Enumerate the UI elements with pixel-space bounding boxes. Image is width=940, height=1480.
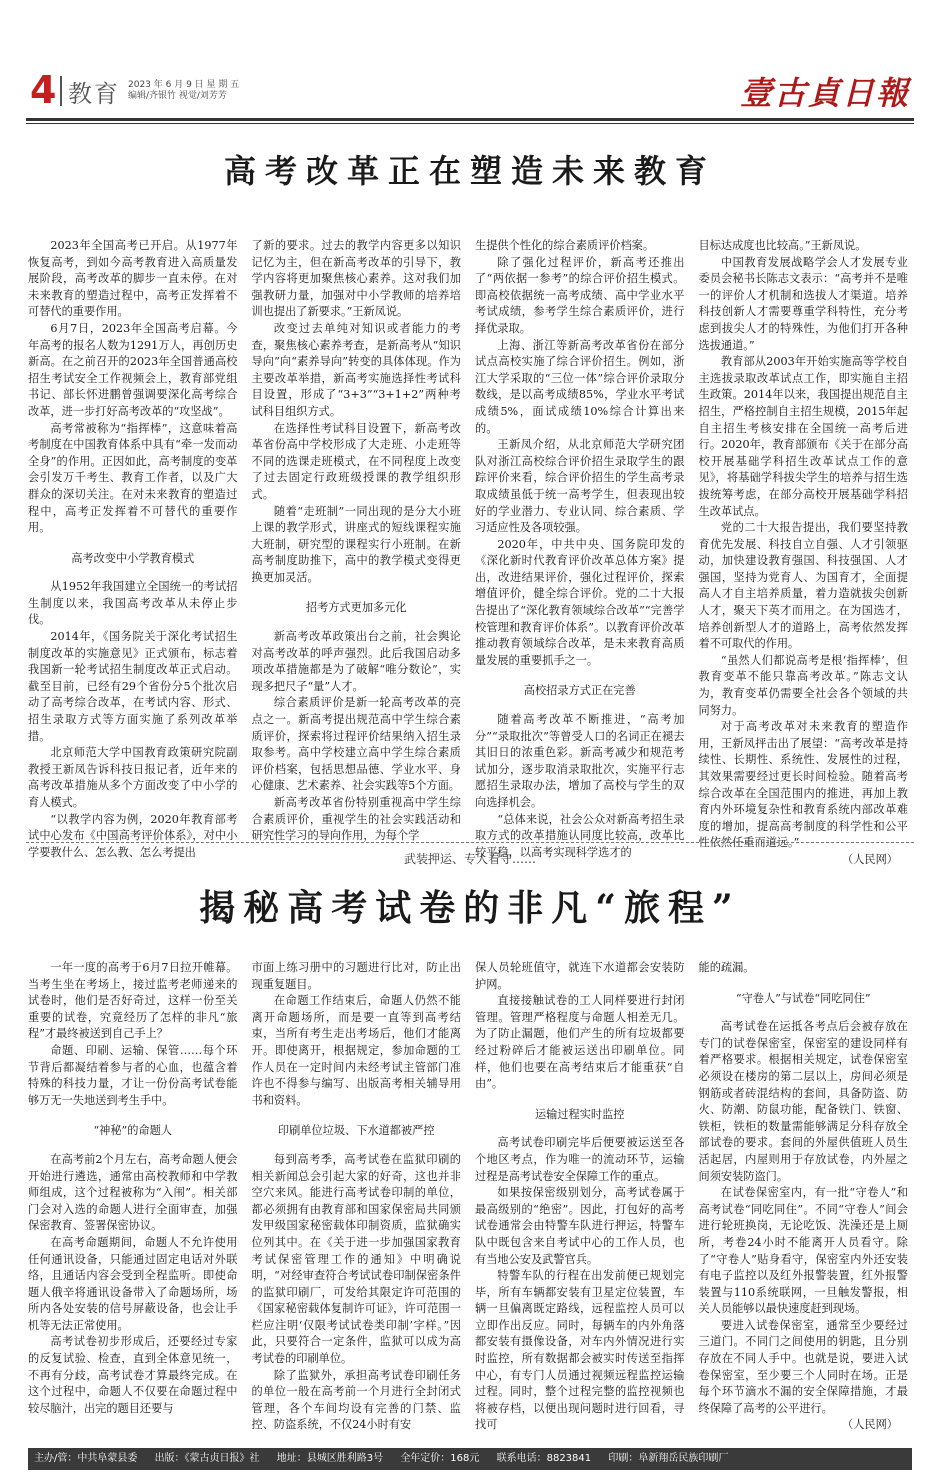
subheading: 招考方式更加多元化 [305,601,407,615]
paragraph: 新高考改革省份特别重视高中学生综合素质评价，重视学生的社会实践活动和研究性学习的导向作用，为每个学 [251,796,461,843]
paragraph: 除了强化过程评价，新高考还推出了“两依据一参考”的综合评价招生模式。即高校依据统一高考成绩、高中学业水平考试成绩，参考学生综合素质评价，进行择优录取。 [475,255,685,335]
subheading: 运输过程实时监控 [534,1107,625,1121]
footer-sponsor: 主办/管：中共阜蒙县委 [34,1453,138,1464]
paragraph: 特警车队的行程在出发前便已规划完毕，所有车辆都安装有卫星定位装置，车辆一旦偏离既定路线，远程监控人员可以立即作出反应。同时，每辆车的内外角落都安装有摄像设备，对车内外情况进行实时监控，所有数据都会被实时传送至指挥中心，有专门人员通过视频远程监控运输过程。同时，整个过程完整的监控视频也将被存档，以便出现问题时进行回看，寻找可 [475,1269,685,1432]
paragraph: 高考试卷印刷完毕后便要被运送至各个地区考点，作为唯一的流动环节，运输过程是高考试卷安全保障工作的重点。 [475,1136,685,1183]
article-column [28,960,238,1420]
article2-kicker: 武装押运、专人看守…… [403,852,536,866]
footer-price: 全年定价：168元 [400,1453,480,1464]
paragraph: 了新的要求。过去的教学内容更多以知识记忆为主，但在新高考改革的引导下，教学内容将更加聚焦核心素养。这对我们加强教研力量，加强对中小学教师的培养培训也提出了新要求。”王新凤说。 [251,239,461,319]
paragraph: 直接接触试卷的工人同样要进行封闭管理。管理严格程度与命题人相差无几。为了防止漏题，他们产生的所有垃圾都要经过粉碎后才能被运送出印刷单位。同样，他们也要在高考结束后才能重获“自由”。 [475,994,685,1091]
paragraph: 高考常被称为“指挥棒”，这意味着高考制度在中国教育体系中具有“牵一发而动全身”的作用。正因如此，高考制度的变革会引发万千考生、教育工作者，以及广大群众的深切关注。在对未来教育的塑造过程中，高考正发挥着不可替代的重要作用。 [28,421,238,535]
article-column [475,238,685,859]
article2-body [28,960,908,1432]
paragraph: 王新凤介绍，从北京师范大学研究团队对浙江高校综合评价招生录取学生的跟踪评价来看，综合评价招生的学生高考录取成绩虽低于统一高考学生，但表现出较好的学业潜力、专业认同、综合素质、学习适应性及各项较强。 [475,438,685,535]
subheading: “神秘”的命题人 [93,1124,173,1138]
masthead-divider [60,76,62,106]
footer-printer: 印刷：阜新翔岳民族印刷厂 [608,1453,729,1464]
article-source: （人民网） [842,852,898,866]
article-column [475,960,685,1432]
paragraph: 在选择性考试科目设置下，新高考改革省份高中学校形成了大走班、小走班等不同的选课走班模式，在不同程度上改变了过去固定行政班级授课的教学组织形式。 [251,421,461,501]
paragraph: 对于高考改革对未来教育的塑造作用，王新凤抨击出了展望：“高考改革是持续性、长期性、系统性、发展性的过程，其效果需要经过更长时间检验。随着高考综合改革在全国范围内的推进，再加上教育内外环境复杂性和教育系统内部改革难度的增加，提高高考制度的科学性和公平性依然任重而道远。” [698,720,908,850]
paragraph: “以教学内容为例，2020年教育部考试中心发布《中国高考评价体系》，对中小学要教什么、怎么教、怎么考提出 [28,812,238,859]
paragraph: 在高考前2个月左右，高考命题人便会开始进行遴选，通常由高校教师和中学教师组成，这个过程被称为“入闱”。相关部门会对入选的命题人进行全面审查，加强保密教育、签署保密协议。 [28,1152,238,1233]
paragraph: 市面上练习册中的习题进行比对，防止出现重复题目。 [251,961,461,991]
footer-address: 地址：县城区胜利路3号 [276,1453,384,1464]
newspaper-logo: 壹古貞日報 [739,74,910,112]
paragraph: 2023年全国高考已开启。从1977年恢复高考，到如今高考教育进入高质量发展阶段，高考改革的脚步一直未停。在对未来教育的塑造过程中，高考正发挥着不可替代的重要作用。 [28,239,238,319]
paragraph: “总体来说，社会公众对新高考招生录取方式的改革措施认同度比较高，改革比较平稳，以高考实现科学选才的 [475,812,685,859]
paragraph: 保人员轮班值守，就连下水道都会安装防护网。 [475,961,685,991]
paragraph: 在命题工作结束后，命题人仍然不能离开命题场所，而是要一直等到高考结束，当所有考生走出考场后，他们才能离开。即使离开，根据规定，参加命题的工作人员在一定时间内未经考试主管部门准许也不得参与编写、出版高考相关辅导用书和资料。 [251,994,461,1107]
paragraph: 新高考改革政策出台之前，社会舆论对高考改革的呼声强烈。此后我国启动多项改革措施都是为了破解“唯分数论”，实现多把尺子“量”人才。 [251,630,461,693]
masthead [26,66,914,116]
paragraph: 党的二十大报告提出，我们要坚持教育优先发展、科技自立自强、人才引领驱动，加快建设教育强国、科技强国、人才强国，坚持为党育人、为国育才，全面提高人才自主培养质量，着力造就拔尖创新人才，聚天下英才而用之。在为国选才，培养创新型人才的道路上，高考依然发挥着不可取代的作用。 [698,521,908,651]
paragraph: 在高考命题期间，命题人不允许使用任何通讯设备，只能通过固定电话对外联络，且通话内容会受到全程监听。即使命题人俄辛将通讯设备带入了命题场所，场所内各处安装的信号屏蔽设备，也会让手机等无法正常使用。 [28,1235,238,1332]
subheading: “守卷人”与试卷“同吃同住” [735,991,871,1005]
article-column [28,238,238,859]
paragraph: 2020年，中共中央、国务院印发的《深化新时代教育评价改革总体方案》提出，改进结果评价，强化过程评价，探索增值评价，健全综合评价。党的二十大报告提出了“深化教育领域综合改革”“完善学校管理和教育评价体系”。以教育评价改革推动教育领域综合改革，是未来教育高质量发展的重要抓手之一。 [475,537,685,667]
article2-headline: 揭秘高考试卷的非凡“旅程” [199,887,741,929]
subheading: 高校招录方式正在完善 [523,684,636,698]
paragraph: “虽然人们都说高考是根‘指挥棒’，但教育变革不能只靠高考改革。”陈志文认为，教育变革仍需要全社会各个领域的共同努力。 [698,653,908,717]
subheading: 印刷单位垃圾、下水道都被严控 [277,1124,435,1138]
paragraph: 改变过去单纯对知识或者能力的考查，聚焦核心素养考查，是新高考从“知识导向”向“素养导向”转变的具体体现。作为主要改革举措，新高考实施选择性考试科目设置，形成了“3+3”“3+1+2”两种考试科目组织方式。 [251,321,461,418]
article-column [698,960,909,1432]
paragraph: 教育部从2003年开始实施高等学校自主选拔录取改革试点工作，即实施自主招生政策。2014年以来，我国提出规范自主招生，严格控制自主招生规模，2015年起自主招生考核安排在全国统一高考后进行。2020年，教育部颁布《关于在部分高校开展基础学科招生改革试点工作的意见》，将基础学科拔尖学生的培养与招生选拔统筹考虑，在部分高校开展基础学科招生改革试点。 [698,355,908,518]
paragraph: 一年一度的高考于6月7日拉开帷幕。当考生坐在考场上，接过监考老师递来的试卷时，他们是否好奇过，这样一份至关重要的试卷，究竟经历了怎样的非凡“旅程”才最终被送到自己手上？ [28,961,238,1041]
article-column [251,238,462,843]
subheading: 高考改变中小学教育模式 [71,551,195,565]
paragraph: 2014年，《国务院关于深化考试招生制度改革的实施意见》正式颁布，标志着我国新一轮考试招生制度改革正式启动。截至目前，已经有29个省份分5个批次启动了高考综合改革，在考试内容、形式、招生录取方式等方面实施了系列改革举措。 [28,630,238,743]
masthead-rule [26,118,914,121]
paragraph: 上海、浙江等新高考改革省份在部分试点高校实施了综合评价招生。例如，浙江大学采取的“三位一体”综合评价录取分数线，是以高考成绩85%，学业水平考试成绩5%，面试成绩10%综合计算出来的。 [475,338,685,435]
paragraph: 命题、印刷、运输、保管……每个环节背后都凝结着参与者的心血，也蕴含着特殊的科技力量，才让一份份高考试卷能够万无一失地送到考生手中。 [28,1043,238,1107]
article-divider [26,842,914,843]
footer-phone: 联系电话：8823841 [496,1453,592,1464]
paragraph: 北京师范大学中国教育政策研究院副教授王新凤告诉科技日报记者，近年来的高考改革措施从多个方面改变了中小学的育人模式。 [28,746,238,809]
section-name: 教育 [68,80,120,108]
paragraph: 中国教育发展战略学会人才发展专业委员会秘书长陈志文表示：“高考并不是唯一的评价人才机制和选拔人才渠道。培养科技创新人才需要尊重学科特性，充分考虑到拔尖人才的特殊性，为他们打开各种选拔通道。” [698,255,908,352]
paragraph: 6月7日，2023年全国高考启幕。今年高考的报名人数为1291万人，再创历史新高。在之前召开的2023年全国普通高校招生考试安全工作视频会上，教育部党组书记、部长怀进鹏曾强调要深化高考综合改革，进一步打好高考改革的“攻坚战”。 [28,321,238,418]
paragraph: 从1952年我国建立全国统一的考试招生制度以来，我国高考改革从未停止步伐。 [28,580,238,627]
paragraph: 综合素质评价是新一轮高考改革的亮点之一。新高考提出规范高中学生综合素质评价，探索将过程评价结果纳入招生录取参考。高中学校建立高中学生综合素质评价档案，包括思想品德、学业水平、身心健康、艺术素养、社会实践等5个方面。 [251,696,461,793]
issue-date: 2023 年 6 月 9 日 星 期 五 [128,80,240,90]
editors-line: 编辑/齐银竹 视觉/刘芳芳 [128,91,227,101]
paragraph: 高考试卷在运抵各考点后会被存放在专门的试卷保密室，保密室的建设同样有着严格要求。根据相关规定，试卷保密室必须设在楼房的第二层以上，房间必须是钢筋或者砖混结构的套间，具备防盗、防火、防潮、防鼠功能，配备铁门、铁窗、铁柜，铁柜的数量需能够满足分科存放全部试卷的要求。套间的外屋供值班人员生活起居，内屋则用于存放试卷，内外屋之间须安装防盗门。 [698,1020,908,1183]
paragraph: 除了监狱外，承担高考试卷印刷任务的单位一般在高考前一个月进行全封闭式管理，各个车间均设有完善的门禁、监控、防盗系统，不仅24小时有安 [251,1368,461,1432]
page-number: 4 [30,68,57,112]
footer-bar [28,1448,912,1470]
paragraph: 每到高考季，高考试卷在监狱印刷的相关新闻总会引起大家的好奇，这也并非空穴来风。能进行高考试卷印制的单位，都必须拥有由教育部和国家保密局共同颁发甲级国家秘密载体印制资质，监狱确实位列其中。在《关于进一步加强国家教育考试保密管理工作的通知》中明确说明，“对经审查符合考试试卷印制保密条件的监狱印刷厂，可发给其限定许可范围的《国家秘密载体复制许可证》，许可范围一栏应注明‘仅限考试试卷类印制’字样。”因此，只要符合一定条件，监狱可以成为高考试卷的印刷单位。 [251,1152,461,1366]
paragraph: 能的疏漏。 [698,961,755,974]
paragraph: 高考试卷初步形成后，还要经过专家的反复试验、检查，直到全体意见统一，不再有分歧，高考试卷才算最终完成。在这个过程中，命题人不仅要在命题过程中较尽脑汁，出完的题目还要与 [28,1335,238,1415]
article-column [251,960,462,1432]
paragraph: 在试卷保密室内，有一批“守卷人”和高考试卷“同吃同住”。不同“守卷人”间会进行轮班换岗，无论吃饭、洗澡还是上厕所，考卷24小时不能离开人员看守。除了“守卷人”贴身看守，保密室内外还安装有电子监控以及红外报警装置，红外报警装置与110系统联网，一旦触发警报，相关人员能够以最快速度赶到现场。 [698,1186,908,1316]
footer-publisher: 出版：《蒙古贞日报》社 [154,1453,260,1464]
paragraph: 生提供个性化的综合素质评价档案。 [475,239,655,252]
paragraph: 如果按保密级别划分，高考试卷属于最高级别的“绝密”。因此，打包好的高考试卷通常会由特警车队进行押运，特警车队中既包含来自考试中心的工作人员，也有当地公安及武警官兵。 [475,1186,685,1266]
article-source: （人民网） [842,1418,898,1432]
paragraph: 目标达成度也比较高。”王新凤说。 [698,239,867,252]
article1-headline: 高考改革正在塑造未来教育 [223,152,716,190]
paragraph: 要进入试卷保密室，通常至少要经过三道门。不同门之间使用的钥匙，且分别存放在不同人手中。也就是说，要进入试卷保密室，至少要三个人同时在场。正是每个环节滴水不漏的安全保障措施，才最终保障了高考的公平进行。 [698,1318,908,1415]
issue-meta [128,80,239,102]
article-column [698,238,909,866]
paragraph: 随着“走班制”一同出现的是分大小班上课的教学形式，讲座式的短线课程实施大班制，研究型的课程实行小班制。在新高考制度助推下，高中的教学模式变得更换更加灵活。 [251,504,461,584]
paragraph: 随着高考改革不断推进，“高考加分”“录取批次”等曾受人口的名词正在褪去其旧日的浓重色彩。新高考减少和规范考试加分，逐步取消录取批次，实施平行志愿招生录取办法，增加了高校与学生的双向选择机会。 [475,713,685,809]
masthead-rule-thin [26,123,914,124]
